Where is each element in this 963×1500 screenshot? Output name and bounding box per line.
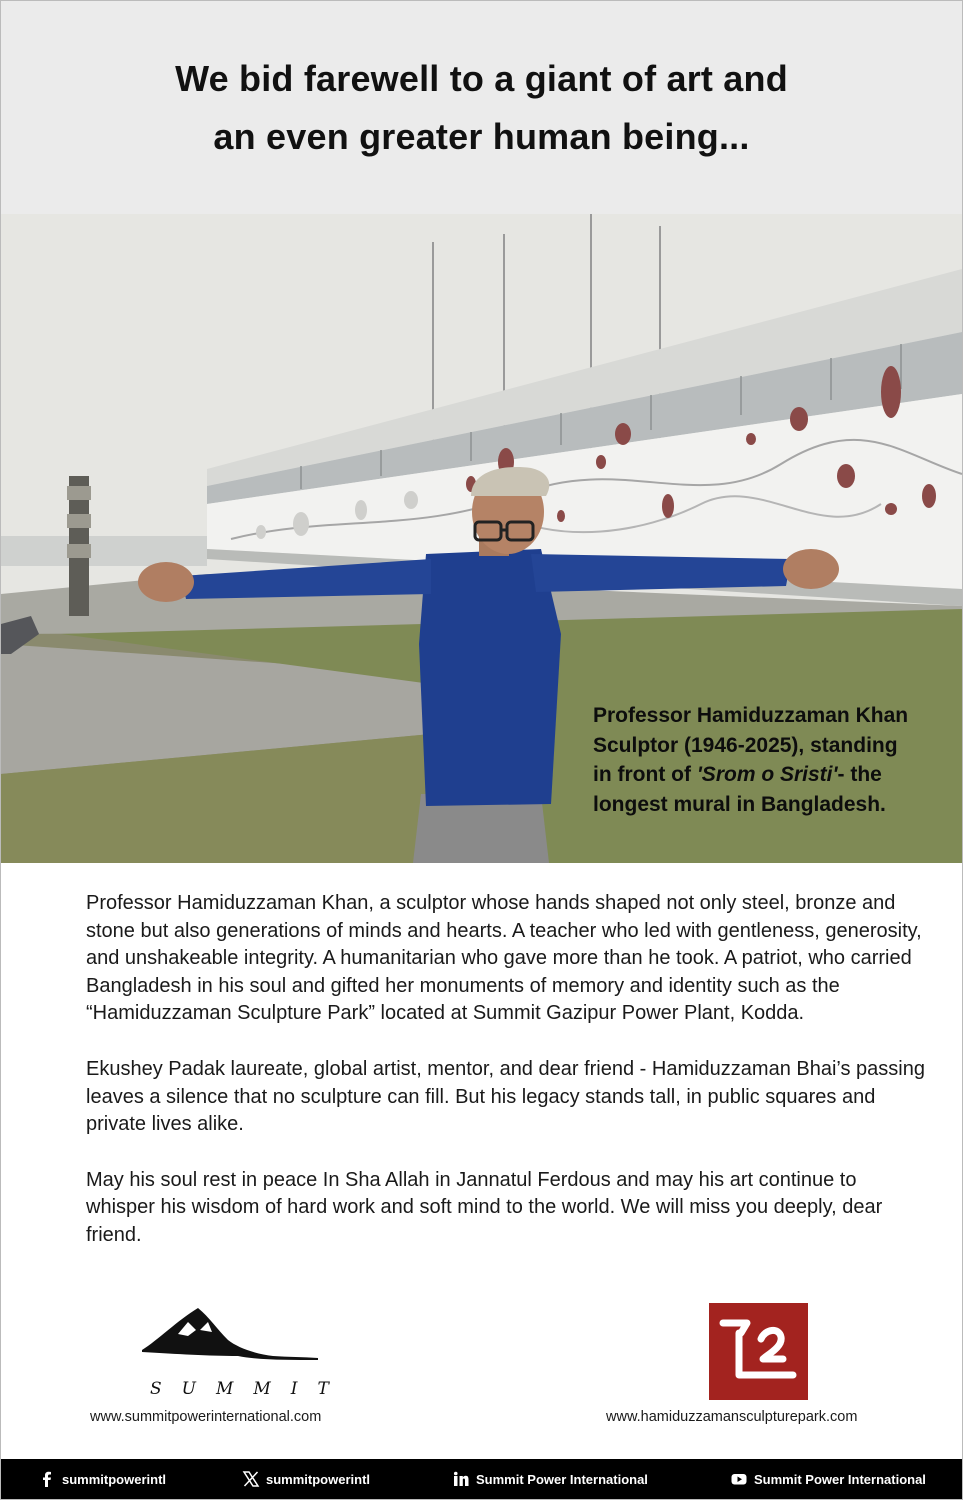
sculpture-park-logo [709, 1303, 808, 1400]
sculpture-park-website[interactable]: www.hamiduzzamansculpturepark.com [606, 1409, 858, 1425]
x-link[interactable] [243, 1459, 370, 1499]
photo-caption [593, 701, 953, 819]
youtube-link[interactable] [731, 1459, 926, 1499]
summit-wordmark: SUMMIT [150, 1379, 349, 1399]
headline-banner [1, 1, 962, 214]
summit-mountain-icon [138, 1300, 349, 1400]
social-footer [1, 1459, 962, 1499]
caption-line-4: longest mural in Bangladesh. [593, 792, 886, 816]
youtube-name: Summit Power International [754, 1471, 926, 1487]
summit-logo [138, 1300, 349, 1400]
linkedin-name: Summit Power International [476, 1471, 648, 1487]
tribute-paragraph-3: May his soul rest in peace In Sha Allah in Jannatul Ferdous and may his art continue to whisper his wisdom of hard work and soft mind to the world. We will miss you deeply, dear friend. [86, 1168, 883, 1246]
caption-line-2: Sculptor (1946-2025), standing [593, 733, 898, 757]
caption-line-3-prefix: in front of [593, 763, 697, 786]
caption-line-1: Professor Hamiduzzaman Khan [593, 704, 909, 727]
summit-website[interactable]: www.summitpowerinternational.com [90, 1409, 322, 1425]
sculpture-park-emblem-icon [709, 1303, 808, 1400]
tribute-paragraph-1: Professor Hamiduzzaman Khan, a sculptor whose hands shaped not only steel, bronze and stone but also generations of minds and hearts. A teacher who led with gentleness, generosity, and unshakeable integrity. A humanitarian who gave more than he took. A patriot, who carried Bangladesh in his soul and gifted her monuments of memory and identity such as the “Hamiduzzaman Sculpture Park” located at Summit Gazipur Power Plant, Kodda. [86, 892, 922, 1025]
linkedin-link[interactable] [453, 1459, 648, 1499]
caption-line-3-suffix: - the [837, 763, 882, 786]
tribute-paragraph-2: Ekushey Padak laureate, global artist, mentor, and dear friend - Hamiduzzaman Bhai’s passing leaves a silence that no sculpture can fill. But his legacy stands tall, in public squares and private lives alike. [86, 1057, 925, 1136]
mural-name: 'Srom o Sristi' [696, 763, 838, 786]
facebook-handle: summitpowerintl [62, 1471, 167, 1487]
facebook-icon [39, 1471, 55, 1487]
x-icon [243, 1471, 259, 1487]
headline-line-2: an even greater human being... [213, 116, 750, 157]
tribute-text [86, 890, 926, 1278]
linkedin-icon [453, 1471, 469, 1487]
headline-line-1: We bid farewell to a giant of art and [175, 58, 788, 99]
youtube-icon [731, 1471, 747, 1487]
caption-line-3 [593, 760, 953, 790]
headline [1, 1, 962, 166]
facebook-link[interactable] [39, 1459, 166, 1499]
x-handle: summitpowerintl [266, 1471, 371, 1487]
